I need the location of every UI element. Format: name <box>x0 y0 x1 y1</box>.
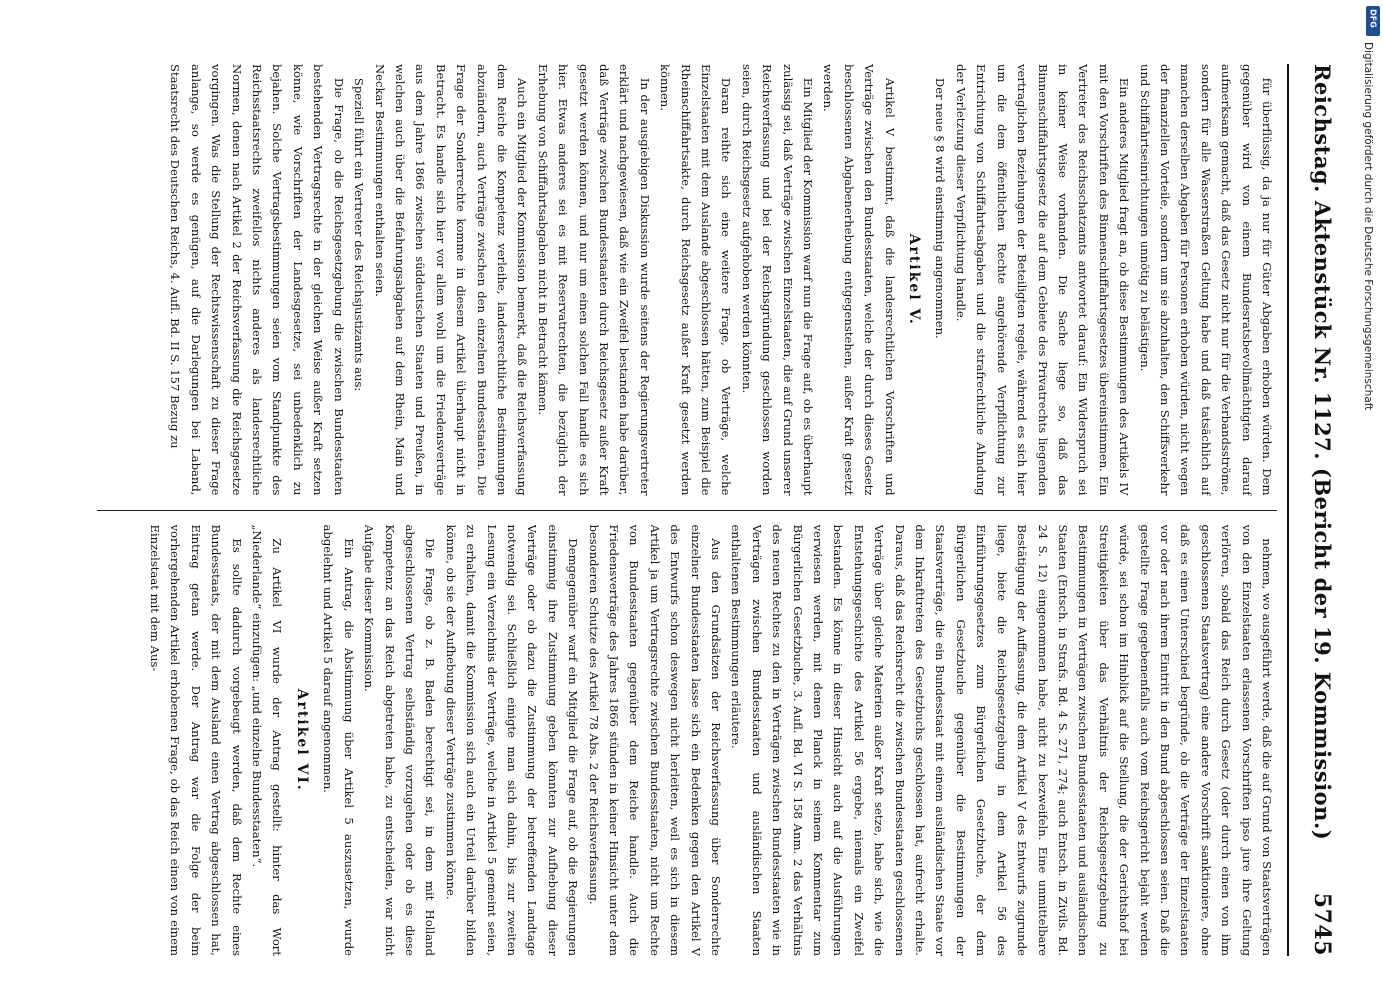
paragraph: Die Frage, ob z. B. Baden berechtigt sei, in dem mit Holland abgeschlossenen Vertrag selbständig vorzugehen oder ob es diese Kompetenz an das Reich abgetreten habe, zu entscheiden, war nicht Aufgabe dieser Kommission. <box>362 524 438 956</box>
paragraph: Ein anderes Mitglied fragt an, ob diese Bestimmungen des Artikels IV mit den Vorschriften des Binnenschiffahrtsgesetzes übereinstimmen. Ein Vertreter des Reichsschatzamts antwortet darauf: Ein Widerspruch sei in keiner Weise vorhanden. Die Sache liege so, daß das Binnenschiffahrtsgesetz die auf dem Gebiete des Privatrechts liegenden vertraglichen Beziehungen der Beteiligten regele, während es sich hier um die dem öffentlichen Rechte angehörende Verpflichtung zur Entrichtung von Schiffahrtsabgaben und die strafrechtliche Ahndung der Verletzung dieser Verpflichtung handle. <box>953 64 1132 496</box>
section-heading-article-5: Artikel V. <box>906 233 923 326</box>
paragraph: Ein Antrag, die Abstimmung über Artikel 5 auszusetzen, wurde abgelehnt und Artikel 5 darauf angenommen. <box>321 524 356 956</box>
page-header <box>1287 64 1335 956</box>
digitization-note: Digitalisierung gefördert durch die Deutsche Forschungsgemeinschaft <box>1362 42 1374 411</box>
paragraph: Speziell führt ein Vertreter des Reichsjustizamts aus: <box>352 77 367 392</box>
paragraph: Demgegenüber warf ein Mitglied die Frage auf, ob die Regierungen einstimmig ihre Zustimmung geben könnten zur Aufhebung dieser Verträge oder ob dazu die Zustimmung der betreffenden Landtage notwendig sei. Schließlich einigte man sich dahin, bis zur zweiten Lesung ein Verzeichnis der Verträge, welche in Artikel 5 gemeint seien, zu erhalten, damit die Kommission sich auch ein Urteil darüber bilden könne, ob sie der Aufhebung dieser Verträge zustimmen könne. <box>443 524 581 956</box>
paragraph: Die Frage, ob die Reichsgesetzgebung die zwischen Bundesstaaten bestehenden Vertragsrechte in der gleichen Weise außer Kraft setzen könne, wie Vorschriften der Landesgesetze, sei unbedenklich zu bejahen. Solche Vertragsbestimmungen seien vom Standpunkte des Reichsstaatsrechts zweifellos nichts anderes als landesrechtliche Normen, denen nach Artikel 2 der Reichsverfassung die Reichsgesetze vorgingen. Was die Stellung der Rechtswissenschaft zu dieser Frage anlange, so werde es genügen, auf die Darlegungen bei Laband, Staatsrecht des Deutschen Reichs, 4. Aufl. Bd. II S. 157 Bezug zu <box>168 64 346 496</box>
page-number: 5745 <box>1309 892 1335 956</box>
paragraph: In der ausgiebigen Diskussion wurde seitens der Regierungsvertreter erklärt und nachgewiesen, daß wie ein Zweifel bestanden habe darüber, daß Verträge zwischen Bundesstaaten durch Reichsgesetz außer Kraft gesetzt werden können, und nur um einen solchen Fall handle es sich hier. Etwas anderes sei es mit Reservatrechten, die bezüglich der Erhebung von Schiffahrtsabgaben nicht in Betracht kämen. <box>535 64 652 496</box>
paragraph: nehmen, wo ausgeführt werde, daß die auf Grund von Staatsverträgen von den Einzelstaaten erlassenen Vorschriften ipso jure ihre Geltung verlören, sobald das Reich durch Gesetz (oder durch einen von ihm geschlossenen Staatsvertrag) eine andere Vorschrift sanktioniere, ohne daß es einen Unterschied begründe, ob die Verträge der Einzelstaaten vor oder nach ihrem Eintritt in den Bund abgeschlossen seien. Daß die gestellte Frage gegebenenfalls auch vom Reichsgericht bejaht werden würde, sei schon im Hinblick auf die Stellung, die der Gerichtshof bei Streitigkeiten über das Verhältnis der Reichsgesetzgebung zu Bestimmungen in Verträgen zwischen Bundesstaaten und ausländischen Staaten (Entsch. in Strafs. Bd. 4 S. 271, 274; auch Entsch. in Zivils. Bd. 24 S. 12) eingenommen habe, nicht zu bezweifeln. Eine unmittelbare Bestätigung der Auffassung, die dem Artikel V des Entwurfs zugrunde liege, biete die Reichsgesetzgebung in dem Artikel 56 des Einführungsgesetzes zum Bürgerlichen Gesetzbuche, der dem Bürgerlichen Gesetzbuche gegenüber die Bestimmungen der Staatsverträge, die ein Bundesstaat mit einem ausländischen Staate vor dem Inkrafttreten des Gesetzbuchs geschlossen hat, aufrecht erhalte. Daraus, daß das Reichsrecht die zwischen Bundesstaaten geschlossenen Verträge über gleiche Materien außer Kraft setze, habe sich, wie die Entstehungsgeschichte des Artikel 56 ergebe, niemals ein Zweifel bestanden. Es könne in dieser Hinsicht auch auf die Ausführungen verwiesen werden, mit denen Planck in seinem Kommentar zum Bürgerlichen Gesetzbuche, 3. Aufl. Bd. VI S. 158 Anm. 2 das Verhältnis des neuen Rechtes zu den in Verträgen zwischen Bundesstaaten wie in Verträgen zwischen Bundesstaaten und ausländischen Staaten enthaltenen Bestimmungen erläutere. <box>729 524 1274 956</box>
running-head: Reichstag. Aktenstück Nr. 1127. (Bericht der 19. Kommission.) <box>1310 64 1335 841</box>
left-column <box>97 64 1277 496</box>
paragraph: Aus den Grundsätzen der Reichsverfassung über Sonderrechte einzelner Bundesstaaten lasse sich ein Bedenken gegen den Artikel V des Entwurfs schon deswegen nicht herleiten, weil es sich in diesem Artikel ja um Vertragsrechte zwischen Bundesstaaten, nicht um Rechte von Bundesstaaten gegenüber dem Reiche handle. Auch die Friedensverträge des Jahres 1866 stünden in keiner Hinsicht unter dem besonderen Schutze des Artikel 78 Abs. 2 der Reichsverfassung. <box>586 524 724 956</box>
paragraph: Artikel V bestimmt, daß die landesrechtlichen Vorschriften und Verträge zwischen den Bundesstaaten, welche der durch dieses Gesetz beschlossenen Abgabenerhebung entgegenstehen, außer Kraft gesetzt werden. <box>821 64 897 496</box>
paragraph: Daran reihte sich eine weitere Frage, ob Verträge, welche Einzelstaaten mit dem Auslande abgeschlossen hätten, zum Beispiel die Rheinschiffahrtsakte, durch Reichsgesetz außer Kraft gesetzt werden können. <box>658 64 734 496</box>
right-column <box>97 525 1277 957</box>
paragraph: Auch ein Mitglied der Kommission bemerkt, daß die Reichsverfassung dem Reiche die Kompetenz verleihe, landesrechtliche Bestimmungen abzuändern, auch Verträge zwischen den einzelnen Bundesstaaten. Die Frage der Sonderrechte komme in diesem Artikel überhaupt nicht in Betracht. Es handle sich hier vor allem wohl um die Friedensverträge aus dem Jahre 1866 zwischen süddeutschen Staaten und Preußen, in welchen auch über die Befahrungsabgaben auf dem Rhein, Main und Neckar Bestimmungen enthalten seien. <box>372 64 530 496</box>
paragraph: Es sollte dadurch vorgebeugt werden, daß dem Rechte eines Bundesstaats, der mit dem Ausland einen Vertrag abgeschlossen hat, Eintrag getan werde. Der Antrag war die Folge der beim vorhergehenden Artikel erhobenen Frage, ob das Reich einen von einem Einzelstaat mit dem Aus- <box>148 524 244 956</box>
section-heading-article-6: Artikel VI. <box>293 688 310 792</box>
text-columns <box>97 64 1277 956</box>
paragraph: Ein Mitglied der Kommission warf nun die Frage auf, ob es überhaupt zulässig sei, daß Verträge zwischen Einzelstaaten, die auf Grund unserer Reichsverfassung und bei der Reichsgründung geschlossen worden seien, durch Reichsgesetz aufgehoben werden könnten. <box>739 64 816 496</box>
column-divider <box>97 510 1277 511</box>
paragraph: für überflüssig, da ja nur für Güter Abgaben erhoben würden. Dem gegenüber wird von einem Bundesratsbevollmächtigten darauf aufmerksam gemacht, daß das Gesetz nicht nur für die Verbandsströme, sondern für alle Wasserstraßen Geltung habe und daß tatsächlich auf manchen derselben Abgaben für Personen erhoben würden, nicht wegen der finanziellen Vorteile, sondern um sie abzuhalten, den Schiffsverkehr und Schiffahrtseinrichtungen unnötig zu belästigen. <box>1137 64 1274 496</box>
paragraph: Zu Artikel VI wurde der Antrag gestellt: hinter das Wort „Niederlande“ einzufügen: „und einzelne Bundesstaaten“. <box>250 524 285 956</box>
paragraph: Der neue § 8 wird einstimmig angenommen. <box>933 77 948 339</box>
document-page <box>75 50 1335 970</box>
dfg-logo: DFG <box>1366 6 1380 36</box>
